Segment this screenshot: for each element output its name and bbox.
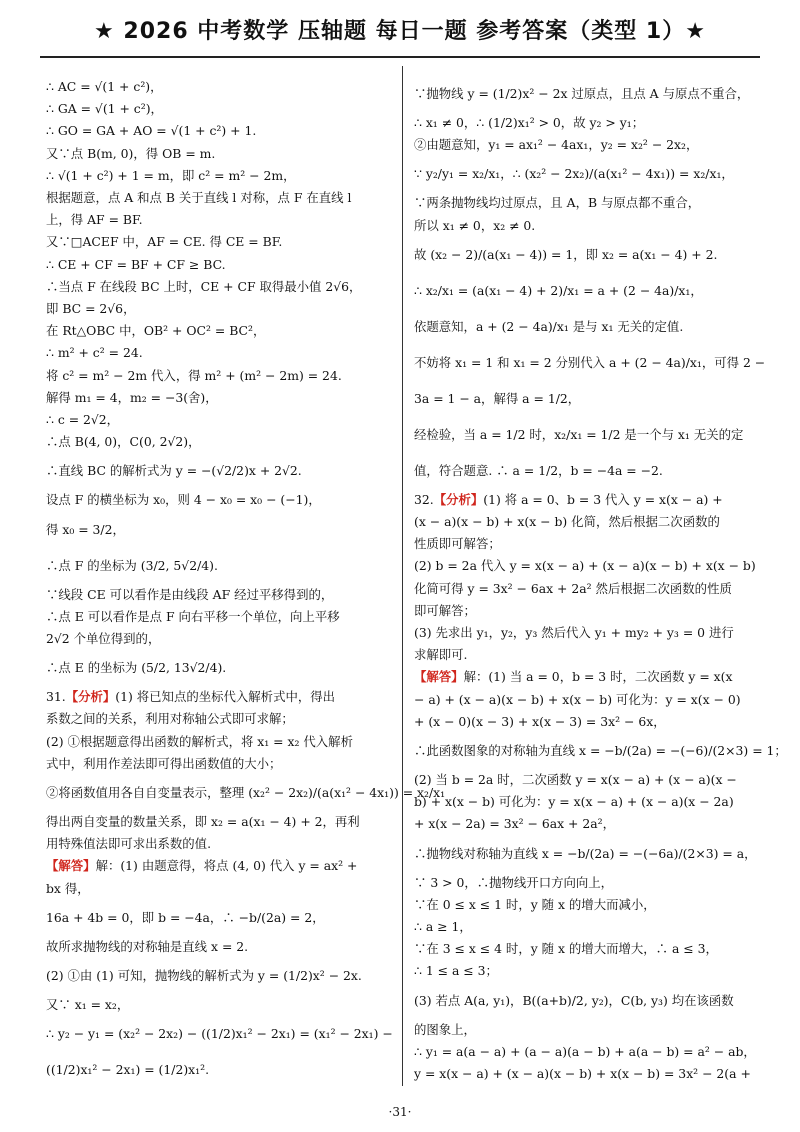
text-line: ∴ a ≥ 1， [414,919,472,935]
text-line: ∵ 3 > 0，∴抛物线开口方向向上， [414,874,614,890]
text-line: ∴ x₂/x₁ = (a(x₁ − 4) + 2)/x₁ = a + (2 − 4a)/x₁， [414,282,703,298]
text-line: 3a = 1 − a，解得 a = 1/2， [414,390,581,406]
text-line: ∴ y₂ − y₁ = (x₂² − 2x₂) − ((1/2)x₁² − 2x₁) = (x₁² − 2x₁) − [46,1026,393,1042]
text-line: 求解即可. [414,647,468,663]
right-column [414,76,787,1085]
text-line: (2) b = 2a 代入 y = x(x − a) + (x − a)(x − b) + x(x − b) [414,558,756,574]
text-line: − a) + (x − a)(x − b) + x(x − b) 可化为：y = x(x − 0) [414,691,741,707]
text-line: ∴此函数图象的对称轴为直线 x = −b/(2a) = −(−6)/(2×3) = 1； [414,743,787,759]
text-line: ∴ AC = √(1 + c²)， [46,79,163,94]
text-line: ∴ CE + CF = BF + CF ≥ BC. [46,256,226,272]
text-line: 又∵点 B(m, 0)，得 OB = m. [46,145,216,161]
text-line: + (x − 0)(x − 3) + x(x − 3) = 3x² − 6x， [414,713,666,729]
text-line: 的图象上， [414,1021,476,1037]
text-line: 31.【分析】(1) 将已知点的坐标代入解析式中，得出 [46,689,336,705]
text-line: 用特殊值法即可求出系数的值. [46,836,212,852]
text-line: ∴ GA = √(1 + c²)， [46,101,163,117]
text-line: ∵两条抛物线均过原点，且 A，B 与原点都不重合， [414,195,701,211]
text-line: ∴点 F 的坐标为 (3/2, 5√2/4). [46,557,218,573]
text-line: 即 BC = 2√6， [46,301,136,317]
column-divider [402,66,403,1086]
page-number: ·31· [388,1105,412,1119]
text-line: b) + x(x − b) 可化为：y = x(x − a) + (x − a)(x − 2a) [414,794,734,810]
text-line: 得出两自变量的数量关系，即 x₂ = a(x₁ − 4) + 2，再利 [46,814,360,830]
text-line: ∵线段 CE 可以看作是由线段 AF 经过平移得到的， [46,586,334,602]
text-line: (2) ①由 (1) 可知，抛物线的解析式为 y = (1/2)x² − 2x. [46,968,362,984]
text-line: 故所求抛物线的对称轴是直线 x = 2. [46,938,249,954]
text-line: 依题意知，a + (2 − 4a)/x₁ 是与 x₁ 无关的定值. [414,318,684,334]
text-line: 上，得 AF = BF. [46,212,143,228]
text-line: ∵在 0 ≤ x ≤ 1 时，y 随 x 的增大而减小， [414,896,656,912]
text-line: ∴ x₁ ≠ 0，∴ (1/2)x₁² > 0，故 y₂ > y₁； [414,115,645,130]
text-line: 系数之间的关系，利用对称轴公式即可求解； [46,711,294,727]
text-line: 2√2 个单位得到的， [46,631,161,647]
text-line: 16a + 4b = 0，即 b = −4a，∴ −b/(2a) = 2， [46,909,325,925]
text-line: ∴直线 BC 的解析式为 y = −(√2/2)x + 2√2. [46,463,302,479]
text-line: 设点 F 的横坐标为 x₀，则 4 − x₀ = x₀ − (−1)， [46,492,321,508]
text-line: 32.【分析】(1) 将 a = 0、b = 3 代入 y = x(x − a) + [414,491,723,507]
text-line: 所以 x₁ ≠ 0，x₂ ≠ 0. [414,217,536,233]
text-line: ∴点 E 的坐标为 (5/2, 13√2/4). [46,660,227,676]
text-line: ∴ c = 2√2， [46,412,120,428]
text-line: + x(x − 2a) = 3x² − 6ax + 2a²， [414,816,615,832]
text-line: ∴ m² + c² = 24. [46,345,143,361]
text-line: (3) 先求出 y₁，y₂，y₃ 然后代入 y₁ + my₂ + y₃ = 0 进行 [414,625,734,641]
header-rule [40,56,760,58]
text-line: y = x(x − a) + (x − a)(x − b) + x(x − b) = 3x² − 2(a + [414,1066,751,1082]
text-line: 式中，利用作差法即可得出函数值的大小； [46,755,282,771]
text-line: 根据题意，点 A 和点 B 关于直线 l 对称，点 F 在直线 l [46,190,352,206]
text-line: ∵在 3 ≤ x ≤ 4 时，y 随 x 的增大而增大，∴ a ≤ 3， [414,941,718,957]
text-line: 性质即可解答； [414,536,501,552]
text-line: 得 x₀ = 3/2， [46,521,125,537]
text-line: ∴ √(1 + c²) + 1 = m，即 c² = m² − 2m， [46,167,296,183]
text-line: 【解答】解：(1) 当 a = 0，b = 3 时，二次函数 y = x(x [414,669,733,685]
text-line: (3) 若点 A(a, y₁)，B((a+b)/2, y₂)，C(b, y₃) 均在该函数 [414,992,734,1008]
page-title: ★ 2026 中考数学 压轴题 每日一题 参考答案（类型 1）★ [94,19,706,44]
text-line: 经检验，当 a = 1/2 时，x₂/x₁ = 1/2 是一个与 x₁ 无关的定 [414,426,744,442]
text-line: 即可解答； [414,602,476,618]
text-line: ∴当点 F 在线段 BC 上时，CE + CF 取得最小值 2√6， [46,278,362,294]
text-line: 将 c² = m² − 2m 代入，得 m² + (m² − 2m) = 24. [46,367,342,383]
text-line: ∴ GO = GA + AO = √(1 + c²) + 1. [46,123,257,139]
text-line: ∴ y₁ = a(a − a) + (a − a)(a − b) + a(a − b) = a² − ab， [414,1043,756,1059]
text-line: ∴点 B(4, 0)，C(0, 2√2)， [46,434,201,450]
text-line: bx 得， [46,880,90,896]
text-line: ∴ 1 ≤ a ≤ 3； [414,963,498,979]
text-line: (2) ①根据题意得出函数的解析式，将 x₁ = x₂ 代入解析 [46,733,353,749]
text-line: (2) 当 b = 2a 时，二次函数 y = x(x − a) + (x − a)(x − [414,772,737,788]
text-line: ∴抛物线对称轴为直线 x = −b/(2a) = −(−6a)/(2×3) = a， [414,845,757,861]
text-line: 值，符合题意. ∴ a = 1/2，b = −4a = −2. [414,462,663,478]
text-line: 又∵ x₁ = x₂， [46,997,130,1013]
text-line: 化简可得 y = 3x² − 6ax + 2a² 然后根据二次函数的性质 [414,580,732,596]
text-line: (x − a)(x − b) + x(x − b) 化简，然后根据二次函数的 [414,514,720,530]
text-line: ∵抛物线 y = (1/2)x² − 2x 过原点，且点 A 与原点不重合， [414,86,750,101]
text-line: 不妨将 x₁ = 1 和 x₁ = 2 分别代入 a + (2 − 4a)/x₁，可得 2 − [414,354,766,370]
text-line: 又∵□ACEF 中，AF = CE. 得 CE = BF. [46,234,283,250]
text-line: ∴点 E 可以看作是点 F 向右平移一个单位，向上平移 [46,608,340,624]
text-line: 解得 m₁ = 4，m₂ = −3(舍)， [46,389,218,405]
text-line: 【解答】解：(1) 由题意得，将点 (4, 0) 代入 y = ax² + [46,858,358,874]
text-line: 故 (x₂ − 2)/(a(x₁ − 4)) = 1，即 x₂ = a(x₁ − 4) + 2. [414,246,718,262]
text-line: ∵ y₂/y₁ = x₂/x₁，∴ (x₂² − 2x₂)/(a(x₁² − 4x₁)) = x₂/x₁， [414,166,734,182]
text-line: ((1/2)x₁² − 2x₁) = (1/2)x₁². [46,1062,210,1078]
text-line: ②由题意知，y₁ = ax₁² − 4ax₁，y₂ = x₂² − 2x₂， [414,137,699,153]
text-line: 在 Rt△OBC 中，OB² + OC² = BC²， [46,323,266,339]
text-line: ②将函数值用各自自变量表示，整理 (x₂² − 2x₂)/(a(x₁² − 4x₁)) = x₂/x₁ [46,785,446,801]
